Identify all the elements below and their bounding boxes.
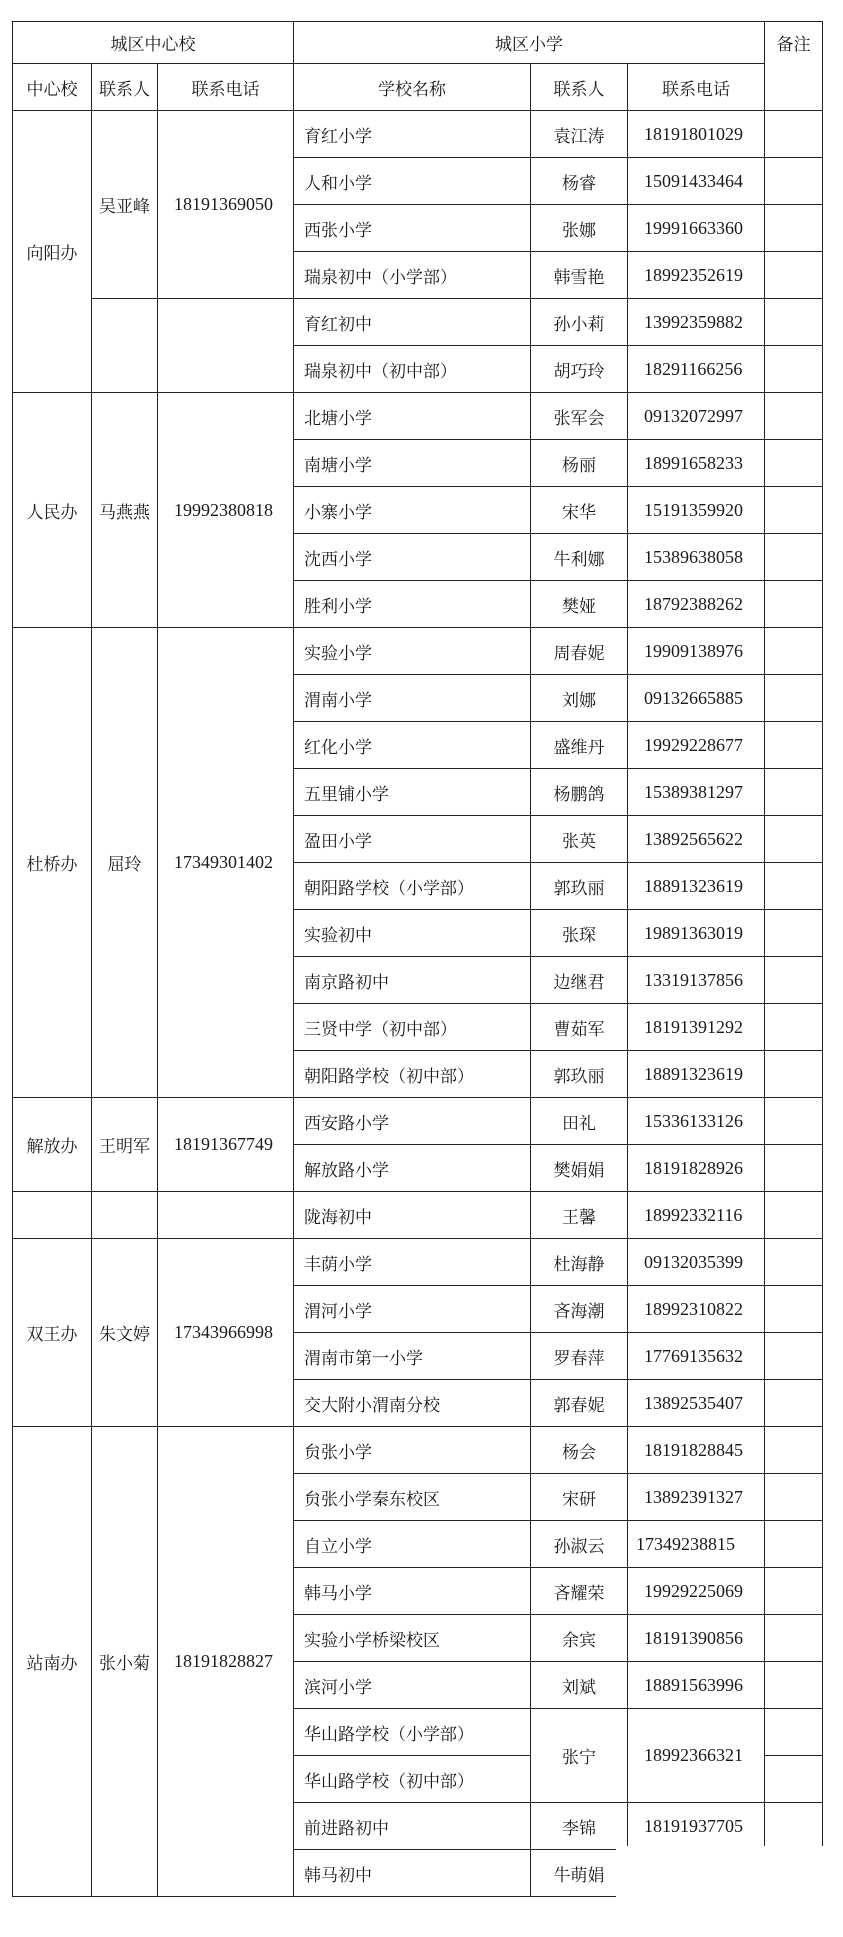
school-contact: 郭玖丽: [531, 1051, 628, 1098]
school-contact: 郭春妮: [531, 1380, 628, 1427]
school-phone: 15389381297: [628, 769, 765, 816]
remark-cell: [765, 1192, 823, 1239]
school-phone: 18891323619: [628, 863, 765, 910]
school-name: 育红小学: [294, 111, 531, 158]
remark-cell: [765, 910, 823, 957]
school-phone: 13319137856: [628, 957, 765, 1004]
school-phone: 18191391292: [628, 1004, 765, 1051]
remark-cell: [765, 628, 823, 675]
center-contact-empty: [92, 1192, 158, 1239]
center-phone-empty: [158, 299, 294, 393]
school-contact: 张娜: [531, 205, 628, 252]
center-phone: 17343966998: [158, 1239, 294, 1427]
remark-cell: [765, 675, 823, 722]
school-name: 胜利小学: [294, 581, 531, 628]
table-row: [13, 111, 823, 158]
school-name: 实验初中: [294, 910, 531, 957]
remark-cell: [765, 111, 823, 158]
school-contact: 张英: [531, 816, 628, 863]
school-contact: 罗春萍: [531, 1333, 628, 1380]
center-phone: 19992380818: [158, 393, 294, 628]
remark-cell: [765, 1427, 823, 1474]
center-phone: 17349301402: [158, 628, 294, 1098]
remark-cell: [765, 1145, 823, 1192]
remark-cell: [765, 346, 823, 393]
school-name: 渭河小学: [294, 1286, 531, 1333]
center-contact-empty: [92, 299, 158, 393]
school-name: 西张小学: [294, 205, 531, 252]
school-phone: 15191359920: [628, 487, 765, 534]
header-city-primary: 城区小学: [294, 22, 765, 64]
school-name: 贠张小学: [294, 1427, 531, 1474]
table-row: [13, 628, 823, 675]
school-name: 解放路小学: [294, 1145, 531, 1192]
remark-cell: [765, 816, 823, 863]
school-contact: 王馨: [531, 1192, 628, 1239]
school-contact: 杨鹏鸽: [531, 769, 628, 816]
remark-cell: [765, 581, 823, 628]
center-name: 双王办: [13, 1239, 92, 1427]
school-contact: 杨睿: [531, 158, 628, 205]
school-name: 华山路学校（初中部）: [294, 1756, 531, 1803]
school-contact: 樊娅: [531, 581, 628, 628]
table-row: [13, 299, 823, 346]
school-contact: 张军会: [531, 393, 628, 440]
school-name: 前进路初中: [294, 1803, 531, 1850]
school-name: 瑞泉初中（初中部）: [294, 346, 531, 393]
contact-table: [12, 21, 823, 1897]
school-contact: 吝海潮: [531, 1286, 628, 1333]
remark-cell: [765, 769, 823, 816]
school-name: 丰荫小学: [294, 1239, 531, 1286]
school-phone: 13892391327: [628, 1474, 765, 1521]
school-contact: 余宾: [531, 1615, 628, 1662]
header-school-contact: 联系人: [531, 64, 628, 111]
header-school-name: 学校名称: [294, 64, 531, 111]
center-name-empty: [13, 1192, 92, 1239]
school-name: 南京路初中: [294, 957, 531, 1004]
school-phone: 18991658233: [628, 440, 765, 487]
school-contact: 曹茹军: [531, 1004, 628, 1051]
remark-cell: [765, 1709, 823, 1756]
school-phone: 17769135632: [628, 1333, 765, 1380]
school-phone: 09132072997: [628, 393, 765, 440]
remark-cell: [765, 1568, 823, 1615]
school-contact: 边继君: [531, 957, 628, 1004]
table-row: [13, 1427, 823, 1474]
header-remark: 备注: [765, 22, 823, 111]
header-phone: 联系电话: [158, 64, 294, 111]
school-phone: 19991663360: [628, 205, 765, 252]
center-phone: 18191367749: [158, 1098, 294, 1192]
school-phone: 15091433464: [628, 158, 765, 205]
remark-cell: [765, 487, 823, 534]
remark-cell: [765, 957, 823, 1004]
school-contact: 张琛: [531, 910, 628, 957]
school-contact: 周春妮: [531, 628, 628, 675]
center-contact: 吴亚峰: [92, 111, 158, 299]
header-school-phone: 联系电话: [628, 64, 765, 111]
school-name: 实验小学: [294, 628, 531, 675]
school-name: 三贤中学（初中部）: [294, 1004, 531, 1051]
school-contact: 刘娜: [531, 675, 628, 722]
school-contact: 宋研: [531, 1474, 628, 1521]
remark-cell: [765, 1004, 823, 1051]
header-row-2: [13, 64, 823, 111]
school-contact: 牛利娜: [531, 534, 628, 581]
school-phone: 18291166256: [628, 346, 765, 393]
school-name: 华山路学校（小学部）: [294, 1709, 531, 1756]
school-phone: 15336133126: [628, 1098, 765, 1145]
school-phone: 09132035399: [628, 1239, 765, 1286]
center-contact: 朱文婷: [92, 1239, 158, 1427]
school-phone: 18792388262: [628, 581, 765, 628]
school-name: 育红初中: [294, 299, 531, 346]
school-contact: 袁江涛: [531, 111, 628, 158]
center-contact: 屈玲: [92, 628, 158, 1098]
center-contact: 张小菊: [92, 1427, 158, 1897]
school-name: 渭南小学: [294, 675, 531, 722]
school-name: 人和小学: [294, 158, 531, 205]
school-contact: 孙淑云: [531, 1521, 628, 1568]
school-phone: 18891563996: [628, 1662, 765, 1709]
remark-cell: [765, 158, 823, 205]
school-contact: 杜海静: [531, 1239, 628, 1286]
school-contact: 田礼: [531, 1098, 628, 1145]
school-name: 贠张小学秦东校区: [294, 1474, 531, 1521]
school-contact: 樊娟娟: [531, 1145, 628, 1192]
school-phone: 19929225069: [628, 1568, 765, 1615]
school-phone: 18992332116: [628, 1192, 765, 1239]
remark-cell: [765, 1051, 823, 1098]
school-name: 渭南市第一小学: [294, 1333, 531, 1380]
cropped-corner: [616, 1846, 843, 1937]
school-name: 朝阳路学校（初中部）: [294, 1051, 531, 1098]
school-phone: 18191828926: [628, 1145, 765, 1192]
center-name: 解放办: [13, 1098, 92, 1192]
school-name: 韩马初中: [294, 1850, 531, 1897]
center-name: 向阳办: [13, 111, 92, 393]
school-contact: 宋华: [531, 487, 628, 534]
remark-cell: [765, 393, 823, 440]
center-phone-empty: [158, 1192, 294, 1239]
school-phone: 09132665885: [628, 675, 765, 722]
school-phone: 19909138976: [628, 628, 765, 675]
center-phone: 18191369050: [158, 111, 294, 299]
school-name: 小寨小学: [294, 487, 531, 534]
school-contact: 李锦: [531, 1803, 628, 1850]
school-phone: 13992359882: [628, 299, 765, 346]
remark-cell: [765, 440, 823, 487]
school-contact: 张宁: [531, 1709, 628, 1803]
school-name: 五里铺小学: [294, 769, 531, 816]
school-contact: 杨会: [531, 1427, 628, 1474]
table-row: [13, 1192, 823, 1239]
school-name: 瑞泉初中（小学部）: [294, 252, 531, 299]
remark-cell: [765, 1286, 823, 1333]
center-contact: 王明军: [92, 1098, 158, 1192]
remark-cell: [765, 722, 823, 769]
school-phone: 17349238815: [628, 1521, 765, 1568]
school-contact: 杨丽: [531, 440, 628, 487]
school-phone: 18191937705: [628, 1803, 765, 1850]
table-row: [13, 393, 823, 440]
header-city-center: 城区中心校: [13, 22, 294, 64]
school-contact: 孙小莉: [531, 299, 628, 346]
school-name: 韩马小学: [294, 1568, 531, 1615]
school-phone: 13892535407: [628, 1380, 765, 1427]
school-name: 沈西小学: [294, 534, 531, 581]
header-center: 中心校: [13, 64, 92, 111]
school-phone: 18191828845: [628, 1427, 765, 1474]
school-name: 滨河小学: [294, 1662, 531, 1709]
school-contact: 韩雪艳: [531, 252, 628, 299]
remark-cell: [765, 1803, 823, 1850]
remark-cell: [765, 863, 823, 910]
school-name: 陇海初中: [294, 1192, 531, 1239]
remark-cell: [765, 1756, 823, 1803]
remark-cell: [765, 205, 823, 252]
school-phone: 19929228677: [628, 722, 765, 769]
school-name: 红化小学: [294, 722, 531, 769]
school-name: 西安路小学: [294, 1098, 531, 1145]
school-phone: 13892565622: [628, 816, 765, 863]
school-name: 自立小学: [294, 1521, 531, 1568]
school-contact: 郭玖丽: [531, 863, 628, 910]
table-row: [13, 1239, 823, 1286]
table-row: [13, 1098, 823, 1145]
center-name: 站南办: [13, 1427, 92, 1897]
school-name: 交大附小渭南分校: [294, 1380, 531, 1427]
contact-table-wrapper: [12, 21, 823, 1897]
remark-cell: [765, 252, 823, 299]
remark-cell: [765, 1521, 823, 1568]
remark-cell: [765, 1380, 823, 1427]
school-contact: 胡巧玲: [531, 346, 628, 393]
center-name: 杜桥办: [13, 628, 92, 1098]
remark-cell: [765, 1615, 823, 1662]
school-contact: 刘斌: [531, 1662, 628, 1709]
center-phone: 18191828827: [158, 1427, 294, 1897]
remark-cell: [765, 299, 823, 346]
school-contact: 牛萌娟: [531, 1850, 628, 1897]
school-phone: 18191390856: [628, 1615, 765, 1662]
school-name: 南塘小学: [294, 440, 531, 487]
school-name: 盈田小学: [294, 816, 531, 863]
school-phone: 15389638058: [628, 534, 765, 581]
school-contact: 盛维丹: [531, 722, 628, 769]
school-contact: 吝耀荣: [531, 1568, 628, 1615]
remark-cell: [765, 1333, 823, 1380]
school-phone: 18992310822: [628, 1286, 765, 1333]
school-phone: 18992366321: [628, 1709, 765, 1803]
remark-cell: [765, 1474, 823, 1521]
header-contact: 联系人: [92, 64, 158, 111]
school-phone: 18891323619: [628, 1051, 765, 1098]
school-name: 实验小学桥梁校区: [294, 1615, 531, 1662]
school-phone: 18191801029: [628, 111, 765, 158]
school-name: 北塘小学: [294, 393, 531, 440]
center-name: 人民办: [13, 393, 92, 628]
remark-cell: [765, 1098, 823, 1145]
header-row-1: [13, 22, 823, 64]
school-phone: 18992352619: [628, 252, 765, 299]
remark-cell: [765, 534, 823, 581]
remark-cell: [765, 1239, 823, 1286]
center-contact: 马燕燕: [92, 393, 158, 628]
remark-cell: [765, 1662, 823, 1709]
school-name: 朝阳路学校（小学部）: [294, 863, 531, 910]
school-phone: 19891363019: [628, 910, 765, 957]
